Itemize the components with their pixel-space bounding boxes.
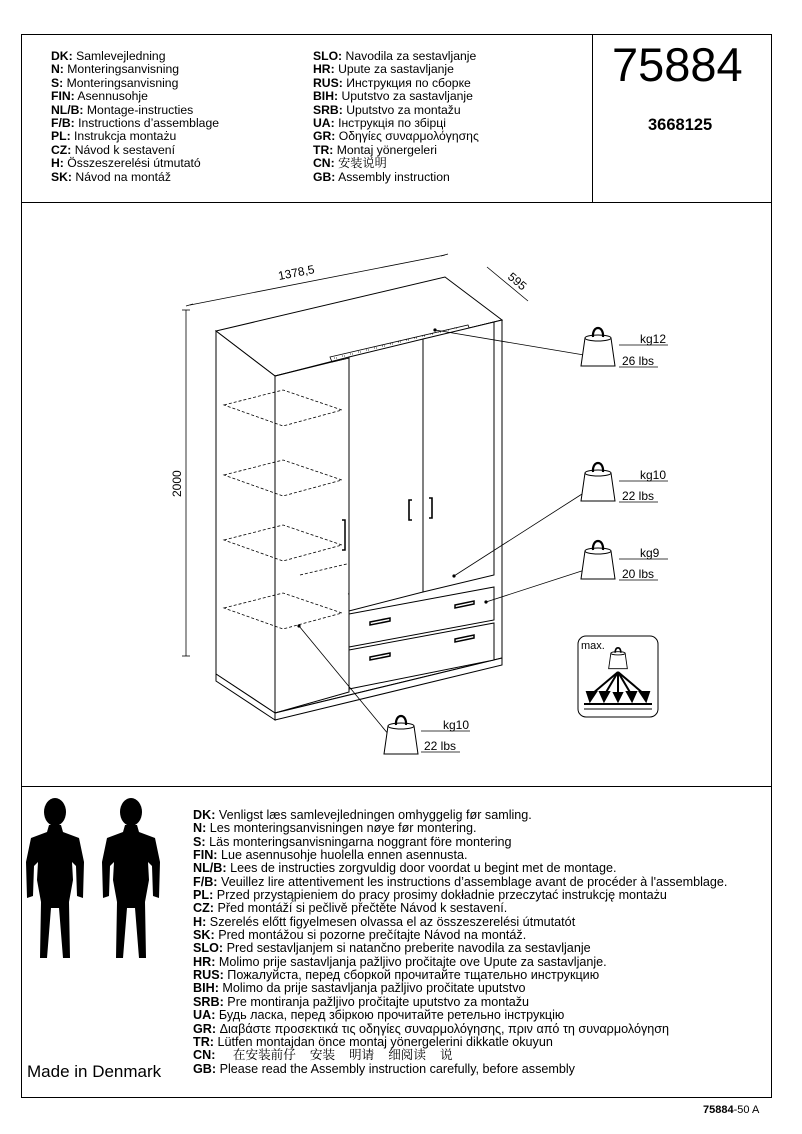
lang-row: N: Monteringsanvisning	[51, 62, 180, 77]
instruction-row: CN: 在安装前仔 安装 明请 细阅读 说	[193, 1048, 453, 1063]
weight-tag-side	[384, 716, 470, 754]
model-number: 75884	[612, 38, 743, 91]
weight-icon	[581, 328, 615, 366]
weight-kg: kg12	[640, 332, 667, 346]
double-doors	[349, 322, 494, 611]
instruction-row: F/B: Veuillez lire attentivement les instructions d’assemblage avant de procéder à l'assemblage.	[193, 874, 728, 889]
instruction-row: RUS: Пожалуйста, перед сборкой прочитайте тщательно инструкцию	[193, 968, 600, 983]
instruction-row: SRB: Pre montiranja pažljivo pročitajte uputstvo za montažu	[193, 994, 529, 1009]
weight-tag-top	[581, 328, 668, 368]
weight-lbs: 26 lbs	[622, 354, 655, 368]
lang-row: SLO: Navodila za sestavljanje	[313, 49, 477, 63]
max-label: max.	[581, 640, 605, 652]
lang-row: FIN: Asennusohje	[51, 89, 148, 104]
dim-depth-label: 595	[505, 269, 530, 294]
weight-lbs: 22 lbs	[622, 489, 655, 503]
weight-lbs: 22 lbs	[424, 739, 457, 753]
lang-row: RUS: Инструкция по сборке	[313, 75, 471, 90]
footer-code	[703, 1104, 759, 1116]
lang-row: BIH: Uputstvo za sastavljanje	[313, 89, 473, 104]
read-instructions-list	[193, 809, 727, 1076]
weight-icon	[581, 463, 615, 501]
lang-row: PL: Instrukcja montażu	[51, 129, 177, 144]
article-number: 3668125	[648, 116, 713, 134]
lang-row: H: Összeszerelési útmutató	[51, 156, 201, 171]
lang-row: GR: Οδηγίες συναρμολόγησης	[313, 129, 479, 144]
made-in-label: Made in Denmark	[27, 1062, 162, 1081]
instruction-row: BIH: Molimo da prije sastavljanja pažljivo pročitate uputstvo	[193, 981, 526, 996]
dim-width-label: 1378,5	[276, 262, 316, 283]
lang-row: UA: Інструкція по збірці	[313, 116, 446, 131]
max-load-box	[578, 636, 658, 717]
weight-kg: kg10	[640, 468, 667, 482]
instruction-row: H: Szerelés előtt figyelmesen olvassa el az összeszerelési útmutatót	[193, 914, 576, 929]
lang-row: S: Monteringsanvisning	[51, 75, 179, 90]
instruction-row: DK: Venligst læs samlevejledningen omhyggelig før samling.	[193, 808, 532, 822]
instruction-row: SLO: Pred sestavljanjem si natančno preberite navodila za sestavljanje	[193, 941, 591, 956]
instruction-row: N: Les monteringsanvisningen nøye før montering.	[193, 821, 477, 836]
lang-row: SRB: Uputstvo za montažu	[313, 102, 461, 117]
instruction-row: PL: Przed przystąpieniem do pracy prosimy dokładnie przeczytać instrukcję montażu	[193, 888, 667, 903]
instruction-row: GR: Διαβάστε προσεκτικά τις οδηγίες συναρμολόγησης, πριν από τη συναρμολόγηση	[193, 1021, 670, 1036]
instruction-row: FIN: Lue asennusohje huolella ennen asennusta.	[193, 848, 468, 863]
lang-row: CZ: Návod k sestavení	[51, 142, 175, 157]
lang-row: NL/B: Montage-instructies	[51, 102, 194, 117]
lang-row: DK: Samlevejledning	[51, 49, 166, 63]
weight-tag-shelf	[581, 463, 668, 503]
instruction-row: NL/B: Lees de instructies zorgvuldig door voordat u begint met de montage.	[193, 861, 617, 876]
lang-row: HR: Upute za sastavljanje	[313, 62, 454, 77]
footer-model: 75884	[703, 1104, 734, 1116]
dim-height-label: 2000	[170, 470, 184, 497]
lang-row: F/B: Instructions d’assemblage	[51, 116, 219, 131]
instruction-row: S: Läs monteringsanvisningarna noggrant före montering	[193, 834, 512, 849]
lang-row: TR: Montaj yönergeleri	[313, 142, 437, 157]
two-persons-icon	[26, 798, 160, 958]
instruction-row: TR: Lütfen montajdan önce montaj yönergelerini dikkatle okuyun	[193, 1034, 553, 1049]
weight-icon	[581, 541, 615, 579]
weight-lbs: 20 lbs	[622, 567, 655, 581]
instruction-row: GB: Please read the Assembly instruction carefully, before assembly	[193, 1061, 575, 1076]
weight-icon	[384, 716, 418, 754]
weight-kg: kg10	[443, 718, 470, 732]
lang-row: CN: 安装说明	[313, 156, 387, 171]
weight-kg: kg9	[640, 546, 660, 560]
lang-row: SK: Návod na montáž	[51, 169, 171, 184]
instruction-row: UA: Будь ласка, перед збіркою прочитайте ретельно інструкцію	[193, 1008, 565, 1023]
instruction-row: SK: Pred montážou si pozorne prečítajte Návod na montáž.	[193, 928, 527, 943]
lang-row: GB: Assembly instruction	[313, 169, 450, 184]
instruction-row: HR: Molimo prije sastavljanja pažljivo pročitajte ove Upute za sastavljanje.	[193, 954, 607, 969]
weight-tag-drawer	[581, 541, 668, 581]
footer-suffix: -50 A	[733, 1104, 760, 1116]
instruction-row: CZ: Před montáží si pečlivě přečtěte Návod k sestavení.	[193, 901, 508, 916]
